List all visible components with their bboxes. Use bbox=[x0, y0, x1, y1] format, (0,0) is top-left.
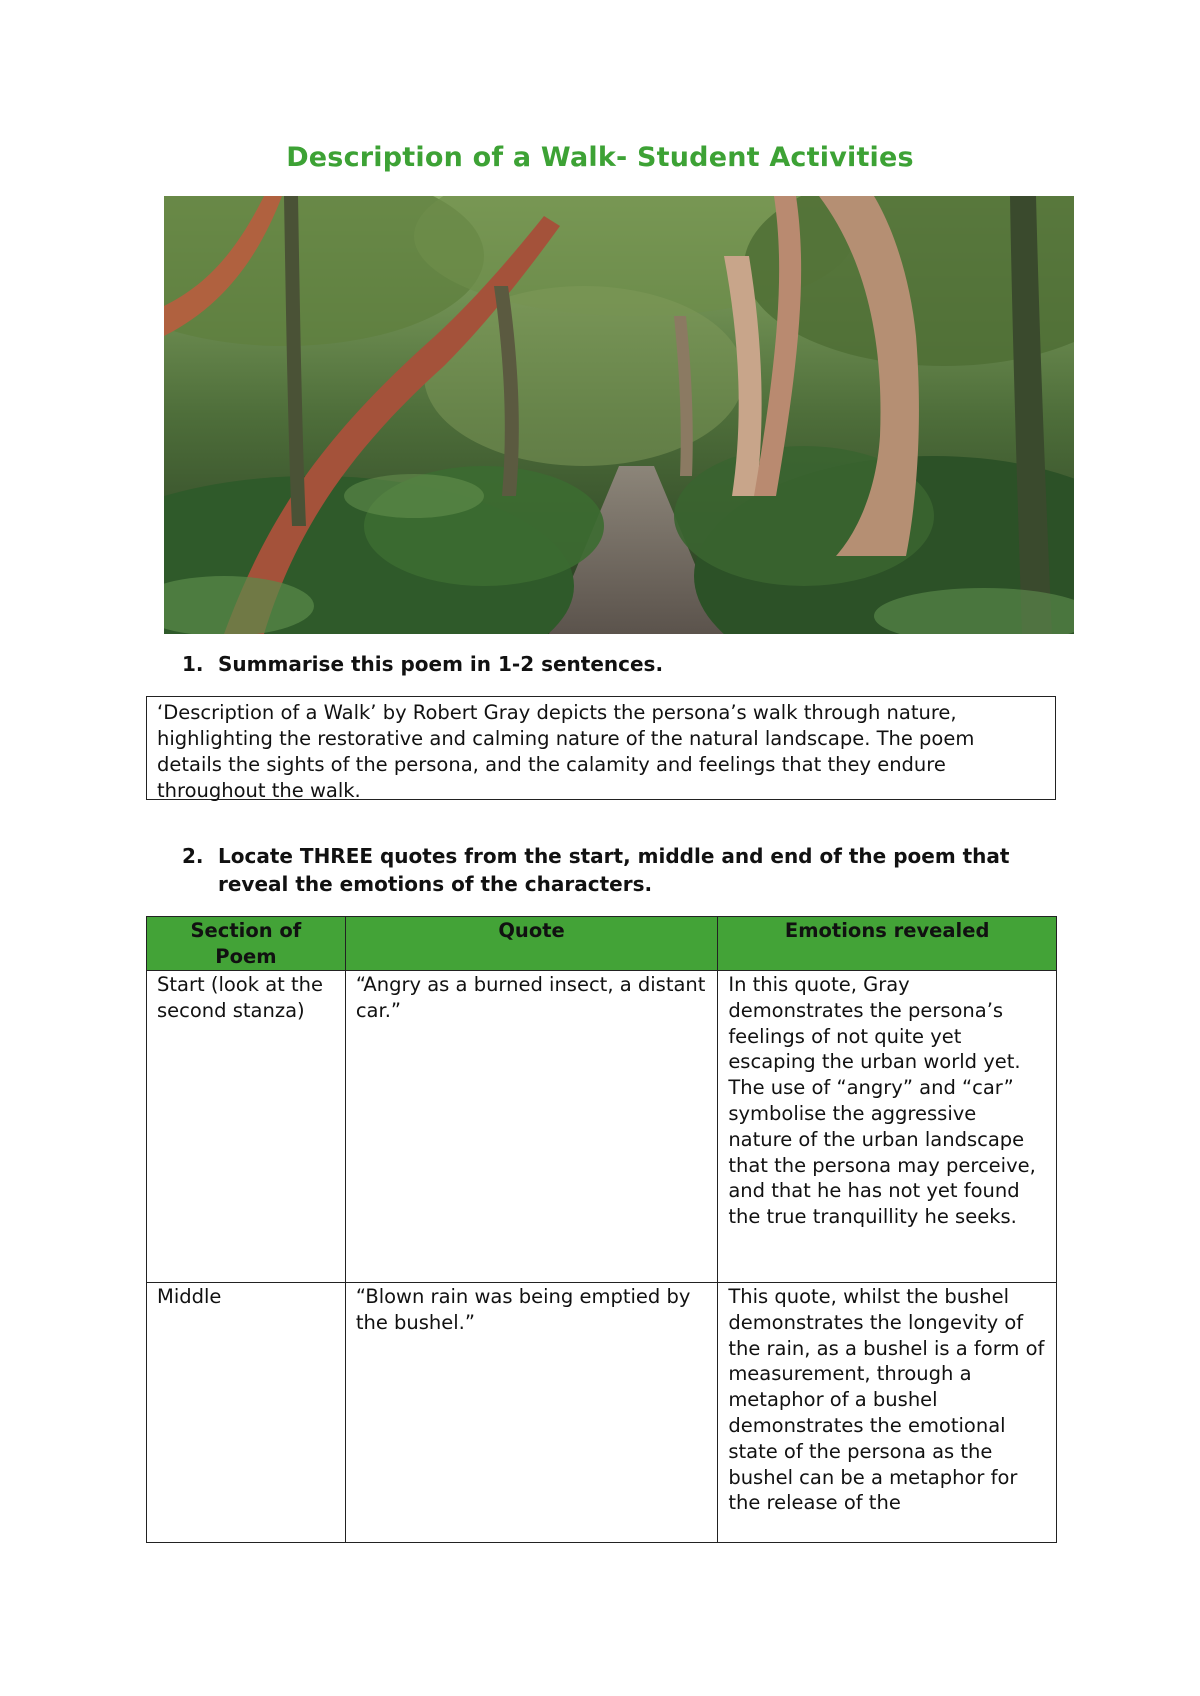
header-quote: Quote bbox=[345, 917, 718, 971]
table-row bbox=[147, 971, 1057, 1283]
cell-section: Start (look at the second stanza) bbox=[147, 971, 346, 1283]
cell-section: Middle bbox=[147, 1283, 346, 1543]
cell-quote: “Angry as a burned insect, a distant car.” bbox=[345, 971, 718, 1283]
question-1-number: 1. bbox=[182, 652, 204, 676]
question-1-text: Summarise this poem in 1-2 sentences. bbox=[218, 652, 664, 676]
cell-quote: “Blown rain was being emptied by the bushel.” bbox=[345, 1283, 718, 1543]
forest-path-photo bbox=[164, 196, 1074, 634]
header-emotions: Emotions revealed bbox=[718, 917, 1057, 971]
quotes-table bbox=[146, 916, 1057, 1543]
question-2-number: 2. bbox=[182, 844, 204, 868]
table-header-row bbox=[147, 917, 1057, 971]
question-1-answer-box: ‘Description of a Walk’ by Robert Gray depicts the persona’s walk through nature, highlighting the restorative and calming nature of the natural landscape. The poem details the sights of the persona, and the calamity and feelings that they endure throughout the walk. bbox=[146, 696, 1056, 800]
question-2-text: Locate THREE quotes from the start, middle and end of the poem that reveal the emotions of the characters. bbox=[218, 844, 1010, 896]
question-2 bbox=[182, 842, 1078, 898]
header-section: Section of Poem bbox=[147, 917, 346, 971]
table-row bbox=[147, 1283, 1057, 1543]
cell-emotions: In this quote, Gray demonstrates the persona’s feelings of not quite yet escaping the urban world yet. The use of “angry” and “car” symbolise the aggressive nature of the urban landscape that the persona may perceive, and that he has not yet found the true tranquillity he seeks. bbox=[718, 971, 1057, 1283]
question-1 bbox=[182, 650, 1078, 678]
page-title: Description of a Walk- Student Activities bbox=[286, 142, 914, 173]
cell-emotions: This quote, whilst the bushel demonstrates the longevity of the rain, as a bushel is a form of measurement, through a metaphor of a bushel demonstrates the emotional state of the persona as the bushel can be a metaphor for the release of the bbox=[718, 1283, 1057, 1543]
forest-path-image bbox=[164, 196, 1074, 634]
